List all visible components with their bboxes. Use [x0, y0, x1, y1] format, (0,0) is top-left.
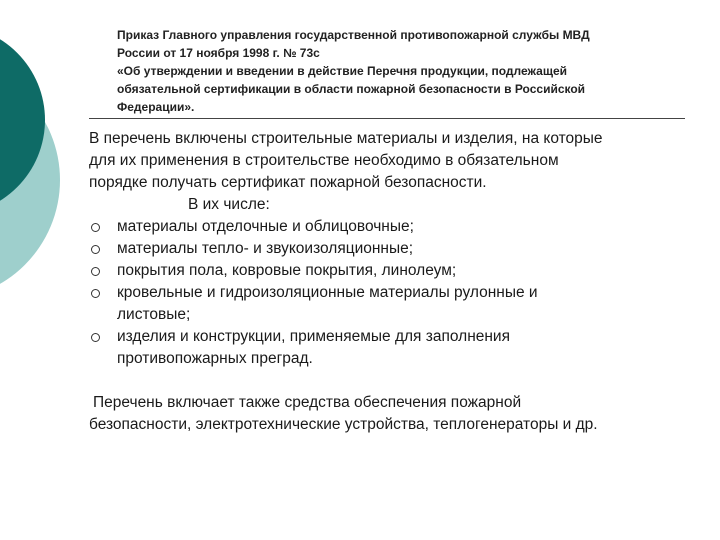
title-line: «Об утверждении и введении в действие Перечня продукции, подлежащей	[117, 64, 568, 78]
order-title	[117, 26, 697, 116]
intro-paragraph	[89, 128, 704, 216]
hollow-circle-bullet-icon	[91, 289, 100, 298]
list-item-text: кровельные и гидроизоляционные материалы рулонные и	[117, 284, 538, 301]
list-item	[89, 238, 704, 260]
main-content	[89, 128, 704, 436]
hollow-circle-bullet-icon	[91, 223, 100, 232]
list-item-text: покрытия пола, ковровые покрытия, линолеум;	[117, 262, 457, 279]
list-item-text: изделия и конструкции, применяемые для заполнения	[117, 328, 510, 345]
intro-line: для их применения в строительстве необходимо в обязательном	[89, 152, 559, 169]
hollow-circle-bullet-icon	[91, 333, 100, 342]
intro-line: порядке получать сертификат пожарной безопасности.	[89, 174, 487, 191]
list-item	[89, 326, 704, 370]
title-line: обязательной сертификации в области пожарной безопасности в Российской	[117, 82, 586, 96]
title-divider	[89, 118, 685, 119]
intro-subheading: В их числе:	[188, 196, 270, 213]
title-line: Федерации».	[117, 100, 195, 114]
title-line: Приказ Главного управления государственной противопожарной службы МВД	[117, 28, 590, 42]
list-item-text: материалы отделочные и облицовочные;	[117, 218, 414, 235]
decorative-circles	[0, 0, 80, 300]
list-item-text: противопожарных преград.	[117, 350, 313, 367]
closing-paragraph	[89, 392, 704, 436]
list-item	[89, 282, 704, 326]
list-item	[89, 216, 704, 238]
intro-line: В перечень включены строительные материалы и изделия, на которые	[89, 130, 603, 147]
title-line: России от 17 ноября 1998 г. № 73с	[117, 46, 320, 60]
closing-line: безопасности, электротехнические устройства, теплогенераторы и др.	[89, 416, 598, 433]
hollow-circle-bullet-icon	[91, 267, 100, 276]
list-item-text: листовые;	[117, 306, 191, 323]
list-item-text: материалы тепло- и звукоизоляционные;	[117, 240, 414, 257]
product-list	[89, 216, 704, 370]
list-item	[89, 260, 704, 282]
hollow-circle-bullet-icon	[91, 245, 100, 254]
closing-line: Перечень включает также средства обеспечения пожарной	[93, 394, 522, 411]
